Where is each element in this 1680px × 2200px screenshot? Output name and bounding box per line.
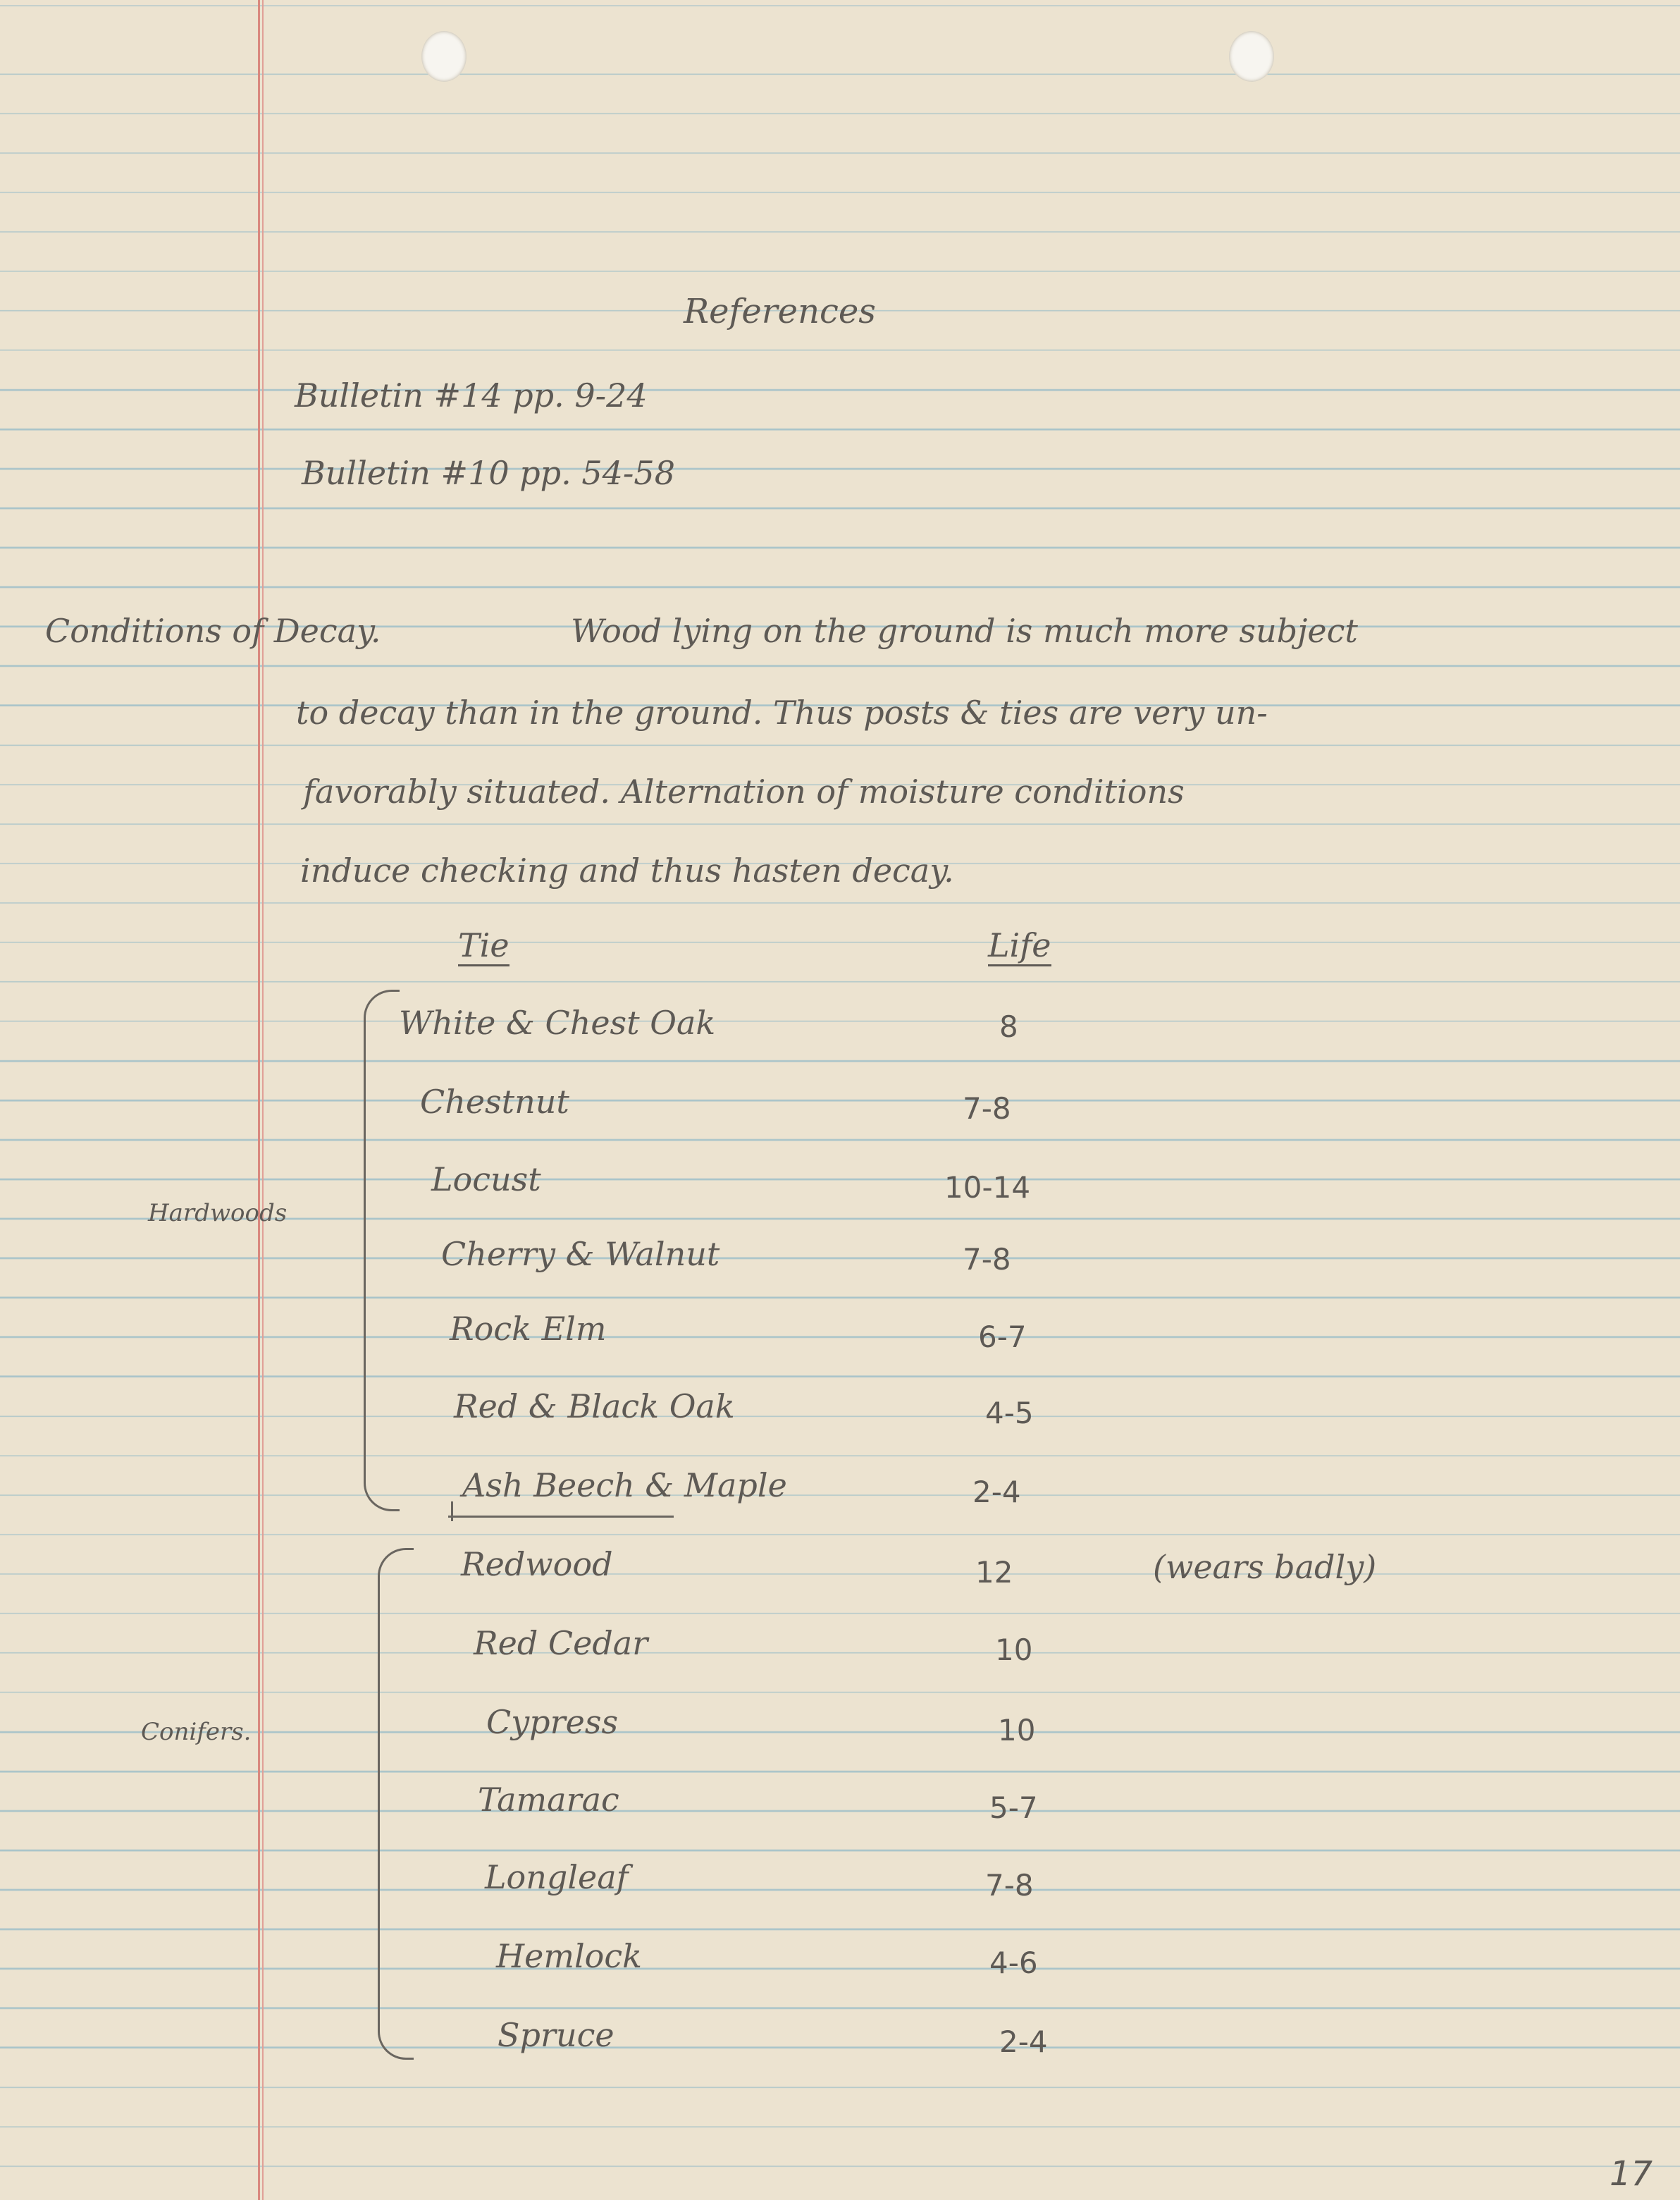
reference-line-1: Bulletin #14 pp. 9-24	[295, 376, 648, 414]
tie-note: (wears badly)	[1153, 1548, 1377, 1586]
conifers-brace	[378, 1548, 414, 2060]
tie-row: White & Chest Oak	[399, 1004, 716, 1042]
tie-row: Cypress	[486, 1703, 619, 1741]
page-number: 17	[1610, 2154, 1653, 2194]
hardwoods-brace	[364, 990, 400, 1511]
life-value: 10	[995, 1633, 1033, 1667]
tie-row: Red & Black Oak	[454, 1387, 735, 1425]
group-label-conifers: Conifers.	[141, 1718, 252, 1746]
life-value: 6-7	[978, 1320, 1027, 1354]
erased-smudge	[823, 932, 859, 964]
life-value: 12	[975, 1555, 1013, 1590]
tie-row: Redwood	[461, 1545, 613, 1583]
life-value: 4-6	[989, 1946, 1038, 1980]
tie-row: Cherry & Walnut	[441, 1235, 720, 1273]
paragraph-line-3: favorably situated. Alternation of moisture conditions	[303, 773, 1185, 811]
punch-hole-left	[421, 31, 467, 82]
paragraph-heading: Conditions of Decay.	[45, 612, 381, 650]
tie-row: Locust	[431, 1160, 541, 1198]
tie-row: Red Cedar	[474, 1624, 648, 1662]
tie-row: Longleaf	[485, 1858, 629, 1896]
column-header-life: Life	[988, 929, 1051, 966]
tie-row: Rock Elm	[450, 1310, 607, 1348]
tie-row: Spruce	[498, 2016, 614, 2054]
life-value: 8	[999, 1009, 1018, 1044]
life-value: 10	[998, 1713, 1036, 1747]
group-label-hardwoods: Hardwoods	[148, 1199, 288, 1227]
punch-hole-right	[1229, 31, 1274, 82]
life-value: 4-5	[985, 1396, 1034, 1430]
paragraph-line-4: induce checking and thus hasten decay.	[300, 852, 954, 890]
paragraph-line-2: to decay than in the ground. Thus posts & ties are very un-	[296, 694, 1268, 732]
tie-row: Hemlock	[496, 1937, 642, 1975]
group-divider-line	[448, 1516, 674, 1518]
margin-line	[258, 0, 260, 2200]
life-value: 2-4	[972, 1475, 1021, 1509]
margin-line-secondary	[262, 0, 264, 2200]
tie-row: Chestnut	[420, 1083, 569, 1121]
life-value: 2-4	[999, 2024, 1048, 2059]
life-value: 10-14	[944, 1170, 1031, 1205]
references-title: References	[684, 292, 876, 331]
life-value: 7-8	[963, 1091, 1011, 1126]
reference-line-2: Bulletin #10 pp. 54-58	[302, 454, 675, 492]
paragraph-line-1: Wood lying on the ground is much more subject	[571, 612, 1358, 650]
tie-row: Ash Beech & Maple	[462, 1466, 787, 1504]
life-value: 5-7	[989, 1790, 1038, 1825]
column-header-tie: Tie	[458, 929, 509, 966]
life-value: 7-8	[963, 1242, 1011, 1277]
tie-row: Tamarac	[478, 1781, 619, 1819]
group-divider-tick	[451, 1501, 453, 1521]
life-value: 7-8	[985, 1868, 1034, 1903]
